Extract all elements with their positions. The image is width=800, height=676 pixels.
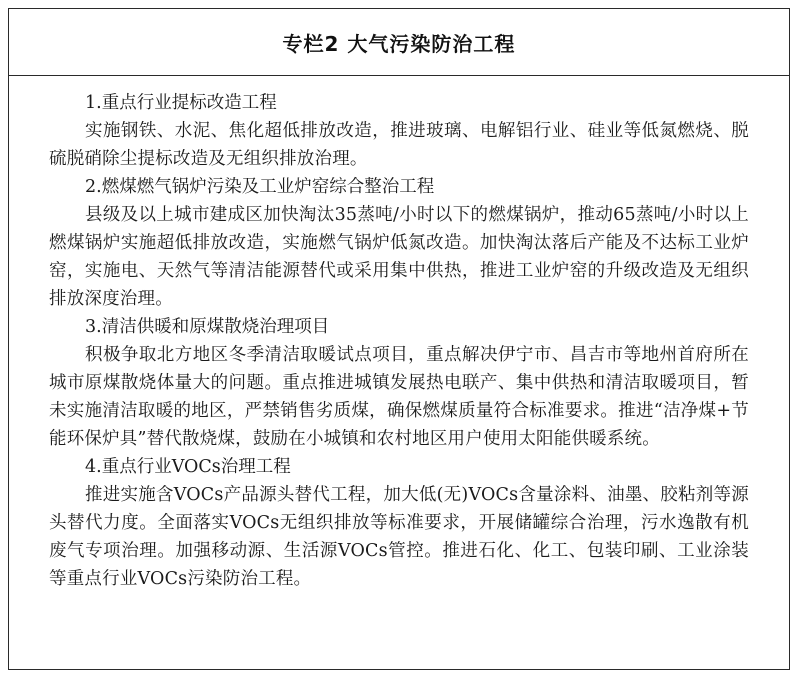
section-heading-2: 2.燃煤燃气锅炉污染及工业炉窑综合整治工程 bbox=[85, 177, 435, 197]
section-heading-1: 1.重点行业提标改造工程 bbox=[85, 93, 277, 113]
section-text-2: 县级及以上城市建成区加快淘汰35蒸吨/小时以下的燃煤锅炉，推动65蒸吨/小时以上燃煤锅炉实施超低排放改造，实施燃气锅炉低氮改造。加快淘汰落后产能及不达标工业炉窑，实施电、天然气等清洁能源替代或采用集中供热，推进工业炉窑的升级改造及无组织排放深度治理。 bbox=[49, 205, 749, 309]
title-band bbox=[9, 9, 789, 76]
column-body bbox=[9, 75, 789, 669]
section-text-4: 推进实施含VOCs产品源头替代工程，加大低(无)VOCs含量涂料、油墨、胶粘剂等源头替代力度。全面落实VOCs无组织排放等标准要求，开展储罐综合治理，污水逸散有机废气专项治理。加强移动源、生活源VOCs管控。推进石化、化工、包装印刷、工业涂装等重点行业VOCs污染防治工程。 bbox=[49, 485, 749, 589]
column-title: 专栏2 大气污染防治工程 bbox=[282, 31, 516, 56]
section-text-1: 实施钢铁、水泥、焦化超低排放改造，推进玻璃、电解铝行业、硅业等低氮燃烧、脱硫脱硝除尘提标改造及无组织排放治理。 bbox=[49, 121, 749, 169]
section-heading-4: 4.重点行业VOCs治理工程 bbox=[85, 457, 291, 477]
column-box bbox=[8, 8, 790, 670]
section-heading-3: 3.清洁供暖和原煤散烧治理项目 bbox=[85, 317, 330, 337]
section-text-3: 积极争取北方地区冬季清洁取暖试点项目，重点解决伊宁市、昌吉市等地州首府所在城市原煤散烧体量大的问题。重点推进城镇发展热电联产、集中供热和清洁取暖项目，暂未实施清洁取暖的地区，严禁销售劣质煤，确保燃煤质量符合标准要求。推进“洁净煤+节能环保炉具”替代散烧煤，鼓励在小城镇和农村地区用户使用太阳能供暖系统。 bbox=[49, 345, 749, 449]
